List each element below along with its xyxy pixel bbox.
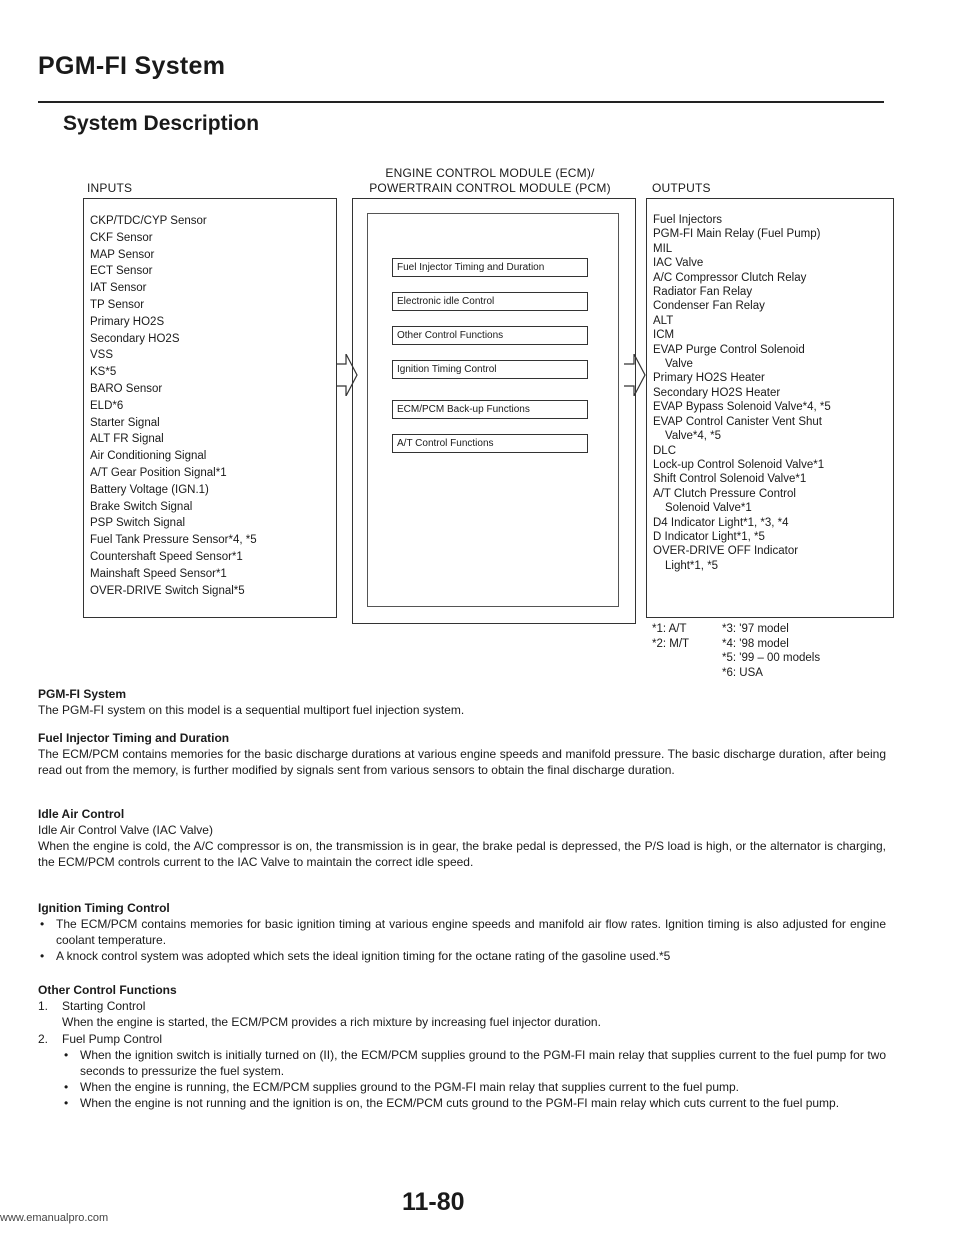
input-item: VSS — [90, 349, 114, 362]
ignition-list — [38, 916, 886, 964]
item-number: 1. — [38, 999, 49, 1013]
output-item: PGM-FI Main Relay (Fuel Pump) — [653, 228, 821, 241]
input-item: ECT Sensor — [90, 265, 153, 278]
input-item: IAT Sensor — [90, 282, 147, 295]
item-number: 2. — [38, 1032, 49, 1046]
output-item: EVAP Bypass Solenoid Valve*4, *5 — [653, 401, 831, 414]
list-item — [38, 948, 886, 964]
item-text: When the engine is started, the ECM/PCM provides a rich mixture by increasing fuel injector duration. — [62, 1015, 601, 1029]
output-item: EVAP Purge Control Solenoid — [653, 343, 805, 356]
fuel-pump-list — [62, 1047, 886, 1111]
item-title: Fuel Pump Control — [62, 1032, 163, 1046]
input-item: Starter Signal — [90, 416, 160, 429]
input-item: ELD*6 — [90, 399, 124, 412]
idle-subheading: Idle Air Control Valve (IAC Valve) — [38, 823, 213, 837]
idle-heading: Idle Air Control — [38, 807, 125, 821]
bullet-icon: • — [64, 1048, 69, 1062]
idle-text: When the engine is cold, the A/C compressor is on, the transmission is in gear, the brake pedal is depressed, the P/S load is high, or the alternator is charging, the ECM/PCM controls current to the IAC Valve to maintain the correct idle speed. — [38, 839, 886, 869]
footnotes — [652, 622, 820, 680]
list-item — [62, 1079, 886, 1095]
bullet-icon: • — [64, 1080, 69, 1094]
other-section — [38, 982, 886, 1111]
output-item: OVER-DRIVE OFF Indicator — [653, 545, 799, 558]
output-item: D Indicator Light*1, *5 — [653, 530, 765, 543]
other-list — [38, 998, 886, 1111]
footnote-1: *1: A/T — [652, 623, 687, 635]
input-item: OVER-DRIVE Switch Signal*5 — [90, 584, 245, 597]
outputs-list — [653, 213, 831, 573]
ignition-section — [38, 900, 886, 964]
output-item: Valve — [665, 358, 693, 371]
function-backup: ECM/PCM Back-up Functions — [392, 400, 588, 419]
output-item: IAC Valve — [653, 257, 704, 270]
outputs-box — [646, 198, 894, 618]
output-item: Radiator Fan Relay — [653, 286, 753, 299]
output-item: Primary HO2S Heater — [653, 372, 765, 385]
footnote-6: *6: USA — [722, 666, 763, 679]
output-item: EVAP Control Canister Vent Shut — [653, 415, 822, 428]
footnote-4: *4: '98 model — [722, 637, 789, 650]
list-item — [62, 1047, 886, 1079]
output-item: Solenoid Valve*1 — [665, 502, 752, 515]
output-arrow-icon — [624, 354, 646, 396]
function-fuel-injector-timing: Fuel Injector Timing and Duration — [392, 258, 588, 277]
list-item — [38, 998, 886, 1030]
ecm-inner-frame — [367, 213, 619, 607]
input-item: ALT FR Signal — [90, 433, 164, 446]
function-other-control: Other Control Functions — [392, 326, 588, 345]
bullet-icon: • — [64, 1096, 69, 1110]
input-item: BARO Sensor — [90, 382, 163, 395]
input-item: MAP Sensor — [90, 248, 155, 261]
list-item — [38, 916, 886, 948]
output-item: A/C Compressor Clutch Relay — [653, 271, 807, 284]
input-item: Countershaft Speed Sensor*1 — [90, 550, 243, 563]
list-item-text: When the ignition switch is initially turned on (II), the ECM/PCM supplies ground to the PGM-FI main relay that supplies current to the fuel pump for two seconds to pressurize the fuel system. — [80, 1048, 886, 1078]
fuel-text: The ECM/PCM contains memories for the basic discharge durations at various engine speeds and manifold pressure. The basic discharge duration, after being read out from the memory, is further modified by signals sent from various sensors to obtain the final discharge duration. — [38, 747, 886, 777]
bullet-icon: • — [40, 917, 45, 931]
input-item: Fuel Tank Pressure Sensor*4, *5 — [90, 534, 257, 547]
page-title: PGM-FI System — [38, 52, 226, 80]
title-rule — [38, 101, 884, 103]
input-item: PSP Switch Signal — [90, 517, 186, 530]
input-item: Air Conditioning Signal — [90, 450, 207, 463]
fuel-section — [38, 730, 886, 778]
output-item: A/T Clutch Pressure Control — [653, 487, 796, 500]
input-arrow-icon — [336, 354, 358, 396]
output-item: Light*1, *5 — [665, 559, 719, 572]
section-title: System Description — [63, 112, 260, 135]
list-item-text: A knock control system was adopted which sets the ideal ignition timing for the octane rating of the gasoline used.*5 — [56, 949, 671, 963]
site-url[interactable]: www.emanualpro.com — [0, 1212, 109, 1224]
pgmfi-section — [38, 686, 886, 718]
function-idle-control: Electronic idle Control — [392, 292, 588, 311]
input-item: Battery Voltage (IGN.1) — [90, 483, 209, 496]
output-item: DLC — [653, 444, 677, 457]
input-item: KS*5 — [90, 366, 117, 379]
list-item-text: When the engine is running, the ECM/PCM supplies ground to the PGM-FI main relay that supplies current to the fuel pump. — [80, 1080, 739, 1094]
output-item: D4 Indicator Light*1, *3, *4 — [653, 516, 789, 529]
output-item: Condenser Fan Relay — [653, 300, 765, 313]
list-item-text: The ECM/PCM contains memories for basic ignition timing at various engine speeds and manifold air flow rates. Ignition timing is also adjusted for engine coolant temperature. — [56, 917, 886, 947]
input-item: Mainshaft Speed Sensor*1 — [90, 567, 227, 580]
ecm-heading — [330, 166, 650, 196]
other-heading: Other Control Functions — [38, 983, 177, 997]
output-item: Shift Control Solenoid Valve*1 — [653, 473, 807, 486]
input-item: CKF Sensor — [90, 231, 153, 244]
input-item: CKP/TDC/CYP Sensor — [90, 215, 207, 227]
footnote-2: *2: M/T — [652, 637, 690, 650]
list-item — [62, 1095, 886, 1111]
input-item: A/T Gear Position Signal*1 — [90, 466, 227, 479]
output-item: Valve*4, *5 — [665, 430, 722, 443]
list-item — [38, 1031, 886, 1111]
inputs-box — [83, 198, 337, 618]
input-item: TP Sensor — [90, 298, 145, 311]
idle-section — [38, 806, 886, 870]
pgmfi-heading: PGM-FI System — [38, 687, 127, 701]
item-title: Starting Control — [62, 999, 146, 1013]
page-number: 11-80 — [402, 1188, 465, 1216]
output-item: Secondary HO2S Heater — [653, 386, 781, 399]
output-item: Fuel Injectors — [653, 214, 723, 226]
ecm-heading-line1: ENGINE CONTROL MODULE (ECM)/ — [385, 166, 595, 180]
output-item: ALT — [653, 314, 674, 327]
input-item: Secondary HO2S — [90, 332, 180, 345]
footnote-3: *3: '97 model — [722, 623, 789, 635]
input-item: Brake Switch Signal — [90, 500, 193, 513]
bullet-icon: • — [40, 949, 45, 963]
pgmfi-text: The PGM-FI system on this model is a sequential multiport fuel injection system. — [38, 703, 465, 717]
output-item: Lock-up Control Solenoid Valve*1 — [653, 458, 825, 471]
inputs-list — [90, 213, 257, 599]
ecm-box — [352, 198, 636, 624]
inputs-heading: INPUTS — [87, 181, 133, 195]
footnote-5: *5: '99 – 00 models — [722, 652, 821, 664]
function-at-control: A/T Control Functions — [392, 434, 588, 453]
ignition-heading: Ignition Timing Control — [38, 901, 170, 915]
fuel-heading: Fuel Injector Timing and Duration — [38, 731, 230, 745]
function-ignition-timing: Ignition Timing Control — [392, 360, 588, 379]
outputs-heading: OUTPUTS — [652, 181, 711, 195]
list-item-text: When the engine is not running and the ignition is on, the ECM/PCM cuts ground to the PGM-FI main relay which cuts current to the fuel pump. — [80, 1096, 840, 1110]
ecm-heading-line2: POWERTRAIN CONTROL MODULE (PCM) — [369, 181, 611, 195]
output-item: ICM — [653, 329, 675, 342]
output-item: MIL — [653, 242, 673, 255]
input-item: Primary HO2S — [90, 315, 165, 328]
